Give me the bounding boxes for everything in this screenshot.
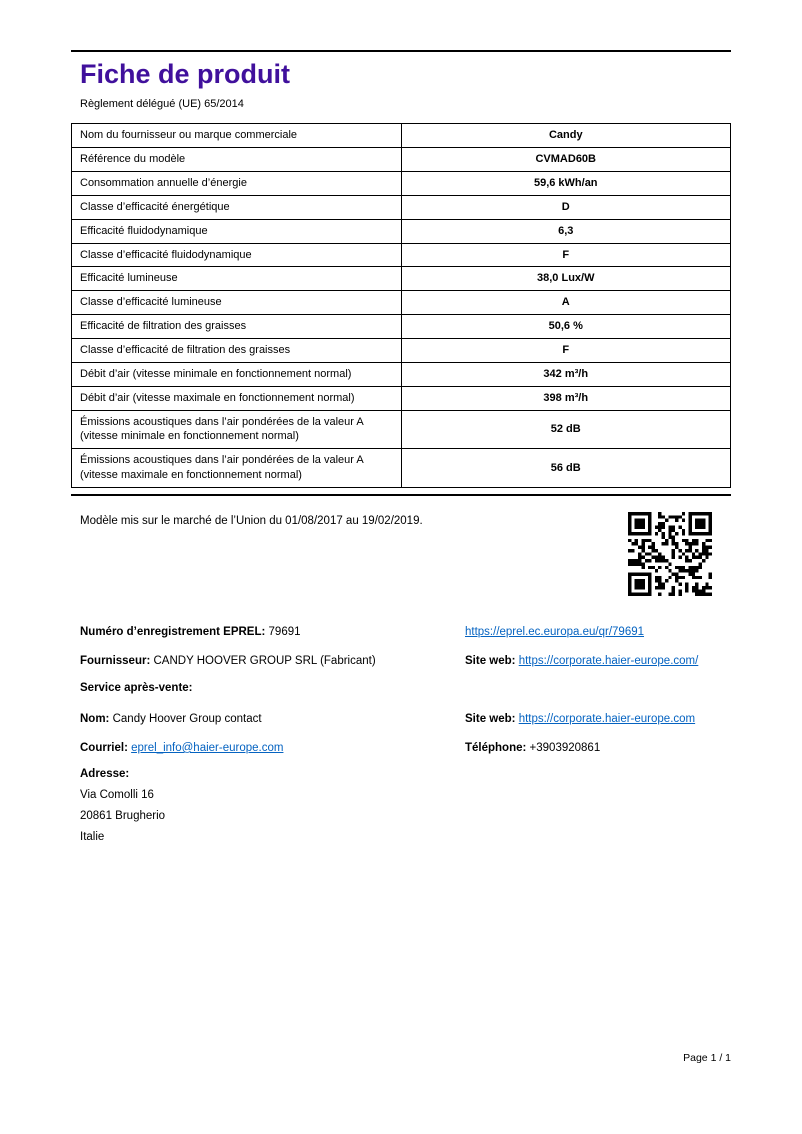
table-row xyxy=(72,386,731,410)
spec-value-cell: 342 m³/h xyxy=(401,362,731,386)
spec-value-cell: D xyxy=(401,195,731,219)
eprel-row xyxy=(80,622,731,643)
address-line: Italie xyxy=(80,830,105,843)
spec-table xyxy=(71,123,731,488)
spec-value-cell: Candy xyxy=(401,124,731,148)
spec-label-cell: Classe d’efficacité fluidodynamique xyxy=(72,243,402,267)
spec-value-cell: 38,0 Lux/W xyxy=(401,267,731,291)
table-row xyxy=(72,291,731,315)
spec-value-cell: CVMAD60B xyxy=(401,148,731,172)
email-label: Courriel: xyxy=(80,741,128,754)
table-row xyxy=(72,172,731,196)
supplier-value: CANDY HOOVER GROUP SRL (Fabricant) xyxy=(153,654,376,667)
table-row xyxy=(72,315,731,339)
spec-label-cell: Classe d’efficacité énergétique xyxy=(72,195,402,219)
spec-value-cell: F xyxy=(401,243,731,267)
qr-code xyxy=(628,512,712,596)
section-divider xyxy=(71,494,731,496)
table-row xyxy=(72,267,731,291)
spec-label-cell: Consommation annuelle d’énergie xyxy=(72,172,402,196)
supplier-website-link[interactable]: https://corporate.haier-europe.com/ xyxy=(518,654,699,667)
spec-label-cell: Émissions acoustiques dans l’air pondérées de la valeur A (vitesse maximale en fonctionnement normal) xyxy=(72,449,402,488)
page-number: Page 1 / 1 xyxy=(683,1052,731,1064)
address-line: 20861 Brugherio xyxy=(80,809,166,822)
spec-value-cell: F xyxy=(401,338,731,362)
contact-details-section xyxy=(71,622,731,848)
address-line: Via Comolli 16 xyxy=(80,788,154,801)
spec-label-cell: Débit d’air (vitesse maximale en fonctionnement normal) xyxy=(72,386,402,410)
spec-value-cell: 6,3 xyxy=(401,219,731,243)
after-sales-row xyxy=(80,678,731,699)
phone-value: +3903920861 xyxy=(529,741,601,754)
eprel-number-label: Numéro d’enregistrement EPREL: xyxy=(80,625,266,638)
spec-label-cell: Classe d’efficacité lumineuse xyxy=(72,291,402,315)
supplier-website-label: Site web: xyxy=(465,654,516,667)
after-sales-label: Service après-vente: xyxy=(80,681,193,694)
table-row xyxy=(72,243,731,267)
address-label: Adresse: xyxy=(80,767,130,780)
spec-label-cell: Référence du modèle xyxy=(72,148,402,172)
market-dates-text: Modèle mis sur le marché de l’Union du 01/08/2017 au 19/02/2019. xyxy=(80,514,423,527)
table-row xyxy=(72,124,731,148)
phone-label: Téléphone: xyxy=(465,741,527,754)
supplier-label: Fournisseur: xyxy=(80,654,151,667)
service-website-link[interactable]: https://corporate.haier-europe.com xyxy=(518,712,696,725)
contact-name-value: Candy Hoover Group contact xyxy=(112,712,262,725)
spec-value-cell: 52 dB xyxy=(401,410,731,449)
spec-table-body xyxy=(72,124,731,488)
table-row xyxy=(72,148,731,172)
regulation-subtitle: Règlement délégué (UE) 65/2014 xyxy=(80,98,244,111)
spec-value-cell: 398 m³/h xyxy=(401,386,731,410)
page-title: Fiche de produit xyxy=(80,59,291,89)
email-phone-row xyxy=(80,738,731,759)
spec-label-cell: Émissions acoustiques dans l’air pondérées de la valeur A (vitesse minimale en fonctionnement normal) xyxy=(72,410,402,449)
spec-label-cell: Efficacité lumineuse xyxy=(72,267,402,291)
eprel-number-value: 79691 xyxy=(268,625,301,638)
top-divider xyxy=(71,50,731,52)
spec-label-cell: Débit d’air (vitesse minimale en fonctionnement normal) xyxy=(72,362,402,386)
spec-label-cell: Nom du fournisseur ou marque commerciale xyxy=(72,124,402,148)
table-row xyxy=(72,338,731,362)
eprel-link[interactable]: https://eprel.ec.europa.eu/qr/79691 xyxy=(465,625,645,638)
spec-label-cell: Efficacité fluidodynamique xyxy=(72,219,402,243)
spec-value-cell: 59,6 kWh/an xyxy=(401,172,731,196)
spec-value-cell: A xyxy=(401,291,731,315)
spec-label-cell: Classe d’efficacité de filtration des graisses xyxy=(72,338,402,362)
table-row xyxy=(72,219,731,243)
email-link[interactable]: eprel_info@haier-europe.com xyxy=(131,741,284,754)
supplier-row xyxy=(80,651,731,672)
table-row xyxy=(72,195,731,219)
table-row xyxy=(72,362,731,386)
service-website-label: Site web: xyxy=(465,712,516,725)
contact-name-row xyxy=(80,709,731,730)
table-row xyxy=(72,410,731,449)
spec-label-cell: Efficacité de filtration des graisses xyxy=(72,315,402,339)
table-row xyxy=(72,449,731,488)
spec-value-cell: 56 dB xyxy=(401,449,731,488)
address-block xyxy=(80,764,731,848)
contact-name-label: Nom: xyxy=(80,712,110,725)
spec-value-cell: 50,6 % xyxy=(401,315,731,339)
